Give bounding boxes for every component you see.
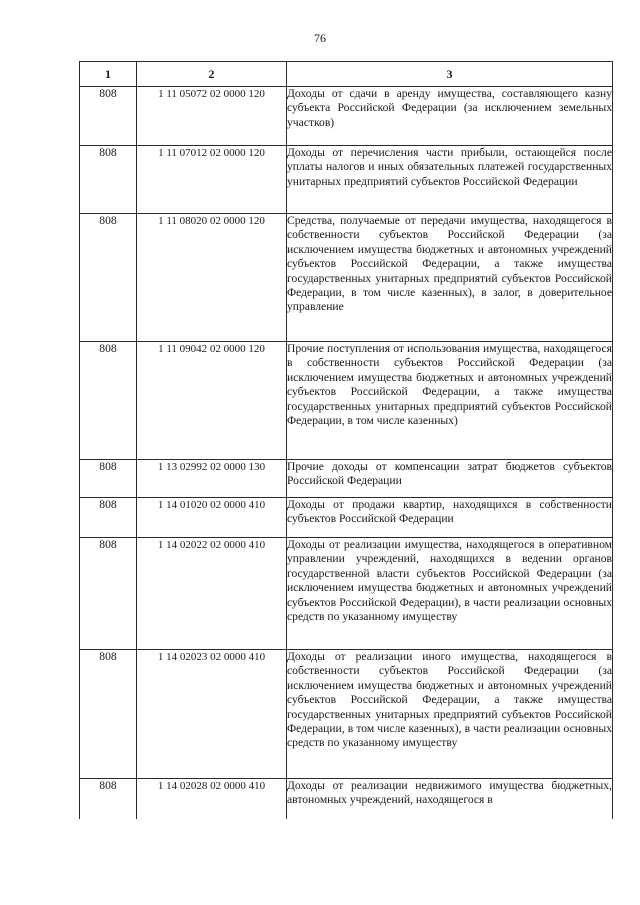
header-col-3: 3: [287, 62, 613, 87]
description-cell: Доходы от реализации недвижимого имущества бюджетных, автономных учреждений, находящегося в: [287, 779, 613, 819]
admin-code-cell: 808: [80, 87, 137, 146]
description-cell: Прочие доходы от компенсации затрат бюджетов субъектов Российской Федерации: [287, 460, 613, 498]
admin-code-cell: 808: [80, 146, 137, 214]
admin-code-cell: 808: [80, 342, 137, 460]
page-number: 76: [314, 31, 326, 45]
table-row: [80, 538, 613, 650]
admin-code-cell: 808: [80, 779, 137, 819]
revenue-code-cell: 1 11 08020 02 0000 120: [137, 214, 287, 342]
table-row: [80, 146, 613, 214]
table-row: [80, 498, 613, 538]
revenue-code-cell: 1 14 02028 02 0000 410: [137, 779, 287, 819]
description-cell: Доходы от продажи квартир, находящихся в собственности субъектов Российской Федерации: [287, 498, 613, 538]
description-cell: Средства, получаемые от передачи имущества, находящегося в собственности субъектов Российской Федерации (за исключением имущества бюджетных и автономных учреждений субъектов Российской Федерации, а также имущества государственных унитарных предприятий субъектов Российской Федерации, в том числе казенных), в залог, в доверительное управление: [287, 214, 613, 342]
table-row: [80, 87, 613, 146]
header-col-2: 2: [137, 62, 287, 87]
revenue-code-cell: 1 14 02022 02 0000 410: [137, 538, 287, 650]
admin-code-cell: 808: [80, 214, 137, 342]
table-row: [80, 460, 613, 498]
revenue-code-cell: 1 13 02992 02 0000 130: [137, 460, 287, 498]
header-col-1: 1: [80, 62, 137, 87]
description-cell: Доходы от реализации иного имущества, находящегося в собственности субъектов Российской Федерации (за исключением имущества бюджетных и автономных учреждений субъектов Российской Федерации, а также имущества государственных унитарных предприятий субъектов Российской Федерации, в том числе казенных), в части реализации основных средств по указанному имуществу: [287, 650, 613, 779]
admin-code-cell: 808: [80, 650, 137, 779]
revenue-code-cell: 1 11 05072 02 0000 120: [137, 87, 287, 146]
admin-code-cell: 808: [80, 498, 137, 538]
description-cell: Доходы от реализации имущества, находящегося в оперативном управлении учреждений, находящихся в ведении органов государственной власти субъектов Российской Федерации (за исключением имущества бюджетных и автономных учреждений субъектов Российской Федерации), в части реализации основных средств по указанному имуществу: [287, 538, 613, 650]
table-header-row: [80, 62, 613, 87]
description-cell: Прочие поступления от использования имущества, находящегося в собственности субъектов Российской Федерации (за исключением имущества бюджетных и автономных учреждений субъектов Российской Федерации, а также имущества государственных унитарных предприятий субъектов Российской Федерации, в том числе казенных): [287, 342, 613, 460]
table-row: [80, 779, 613, 819]
revenue-codes-table: [79, 61, 613, 819]
revenue-code-cell: 1 11 09042 02 0000 120: [137, 342, 287, 460]
table-row: [80, 214, 613, 342]
description-cell: Доходы от перечисления части прибыли, остающейся после уплаты налогов и иных обязательных платежей государственных унитарных предприятий субъектов Российской Федерации: [287, 146, 613, 214]
table-row: [80, 342, 613, 460]
revenue-code-cell: 1 14 01020 02 0000 410: [137, 498, 287, 538]
admin-code-cell: 808: [80, 460, 137, 498]
revenue-code-cell: 1 11 07012 02 0000 120: [137, 146, 287, 214]
description-cell: Доходы от сдачи в аренду имущества, составляющего казну субъекта Российской Федерации (за исключением земельных участков): [287, 87, 613, 146]
admin-code-cell: 808: [80, 538, 137, 650]
table-row: [80, 650, 613, 779]
revenue-code-cell: 1 14 02023 02 0000 410: [137, 650, 287, 779]
